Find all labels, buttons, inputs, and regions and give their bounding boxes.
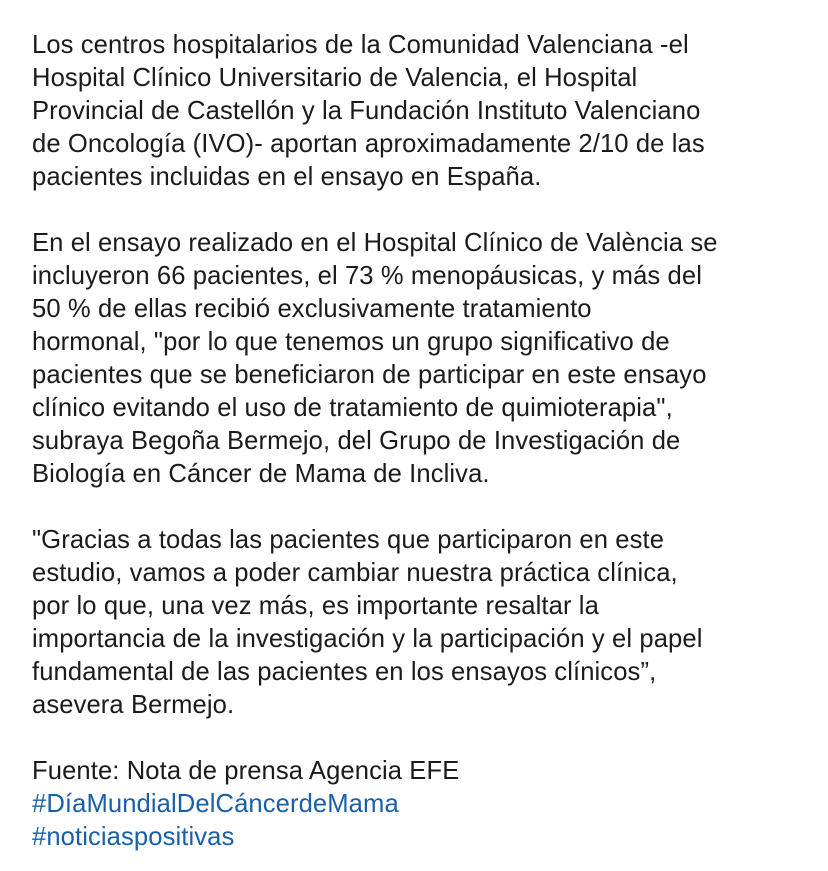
text-line: asevera Bermejo. (32, 691, 235, 719)
text-line: Hospital Clínico Universitario de Valencia, el Hospital (32, 64, 638, 92)
text-line: En el ensayo realizado en el Hospital Clínico de València se (32, 229, 718, 257)
text-line: 50 % de ellas recibió exclusivamente tratamiento (32, 295, 592, 323)
hashtag-link-noticias-positivas[interactable]: #noticiaspositivas (32, 823, 235, 851)
text-line: "Gracias a todas las pacientes que participaron en este (32, 526, 665, 554)
paragraph-quote (32, 524, 802, 722)
text-line: Biología en Cáncer de Mama de Incliva. (32, 460, 490, 488)
paragraph-hospitals (32, 29, 802, 194)
text-line: subraya Begoña Bermejo, del Grupo de Investigación de (32, 427, 681, 455)
text-line: fundamental de las pacientes en los ensayos clínicos”, (32, 658, 657, 686)
text-line: incluyeron 66 pacientes, el 73 % menopáusicas, y más del (32, 262, 702, 290)
text-line: importancia de la investigación y la participación y el papel (32, 625, 703, 653)
text-line: estudio, vamos a poder cambiar nuestra práctica clínica, (32, 559, 678, 587)
text-line: clínico evitando el uso de tratamiento de quimioterapia", (32, 394, 673, 422)
text-line: pacientes incluidas en el ensayo en España. (32, 163, 542, 191)
text-line: pacientes que se beneficiaron de participar en este ensayo (32, 361, 707, 389)
text-line: por lo que, una vez más, es importante resaltar la (32, 592, 599, 620)
paragraph-source (32, 755, 802, 854)
hashtag-link-dia-mundial[interactable]: #DíaMundialDelCáncerdeMama (32, 790, 399, 818)
text-line: Provincial de Castellón y la Fundación Instituto Valenciano (32, 97, 701, 125)
text-line: de Oncología (IVO)- aportan aproximadamente 2/10 de las (32, 130, 705, 158)
text-line: hormonal, "por lo que tenemos un grupo significativo de (32, 328, 670, 356)
source-text: Fuente: Nota de prensa Agencia EFE (32, 757, 460, 785)
paragraph-trial (32, 227, 802, 491)
text-line: Los centros hospitalarios de la Comunidad Valenciana -el (32, 31, 689, 59)
